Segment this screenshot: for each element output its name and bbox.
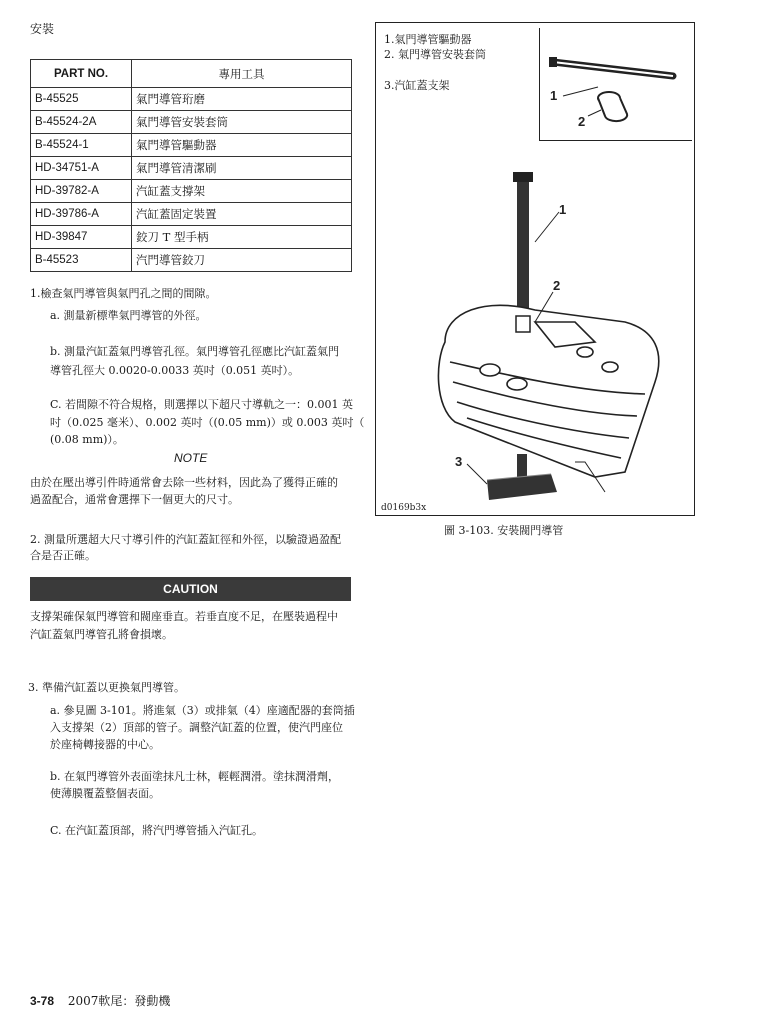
step-3: 3. 準備汽缸蓋以更換氣門導管。 [28,681,185,694]
installer-sleeve-icon [516,316,530,332]
step-3b-line-1: b. 在氣門導管外表面塗抹凡士林，輕輕潤滑。塗抹潤滑劑， [50,770,340,783]
step-1: 1.檢查氣門導管與氣門孔之間的間隙。 [30,287,217,300]
legend-item-2: 2. 氣門導管安裝套筒 [384,48,486,61]
part-number-cell: B-45525 [31,88,132,111]
table-row [31,157,352,180]
tool-name-cell: 氣門導管珩磨 [132,88,352,111]
table-row [31,203,352,226]
part-number-cell: HD-34751-A [31,157,132,180]
step-3c: C. 在汽缸蓋頂部，將汽門導管插入汽缸孔。 [50,824,264,837]
part-number-cell: HD-39847 [31,226,132,249]
table-row [31,249,352,272]
footer-title: 2007軟尾：發動機 [67,994,171,1008]
step-1c-line-1: C. 若間隙不符合規格，則選擇以下超尺寸導軌之一：0.001 英 [50,398,354,411]
special-tools-table [30,59,352,272]
tool-name-cell: 氣門導管安裝套筒 [132,111,352,134]
callout-3: 3 [455,454,463,469]
part-number-cell: B-45524-1 [31,134,132,157]
table-row [31,180,352,203]
figure-caption: 圖 3-103. 安裝閥門導管 [444,524,564,537]
step-1a: a. 測量新標準氣門導管的外徑。 [50,309,207,322]
note-line-1: 由於在壓出導引件時通常會去除一些材料，因此為了獲得正確的 [30,476,338,489]
table-row [31,134,352,157]
step-1b-line-1: b. 測量汽缸蓋氣門導管孔徑。氣門導管孔徑應比汽缸蓋氣門 [50,345,340,358]
caution-line-2: 汽缸蓋氣門導管孔將會損壞。 [30,628,173,641]
table-header-row [31,60,352,88]
caution-line-1: 支撐架確保氣門導管和閥座垂直。若垂直度不足，在壓裝過程中 [30,610,338,623]
page-footer [30,992,170,1009]
part-number-cell: HD-39782-A [31,180,132,203]
inset-sleeve-icon [563,87,627,121]
caution-banner: CAUTION [30,577,351,601]
column-header-part-no: PART NO. [31,60,132,88]
legend-item-3: 3.汽缸蓋支架 [384,79,450,92]
table-row [31,111,352,134]
inset-callout-1: 1 [550,88,558,103]
step-3a-line-2: 入支撐架（2）頂部的管子。調整汽缸蓋的位置，使汽門座位 [50,721,343,734]
figure-id: d0169b3x [381,503,427,513]
note-line-2: 過盈配合，通常會選擇下一個更大的尺寸。 [30,493,239,506]
tool-name-cell: 鉸刀 T 型手柄 [132,226,352,249]
tool-name-cell: 汽門導管鉸刀 [132,249,352,272]
driver-rod-icon [513,172,533,324]
legend-item-1: 1.氣門導管驅動器 [384,33,472,46]
step-3a-line-3: 於座椅轉接器的中心。 [50,738,160,751]
tool-name-cell: 氣門導管清潔刷 [132,157,352,180]
cylinder-head-icon [438,305,658,477]
page-number: 3-78 [30,994,55,1008]
callout-1: 1 [559,202,567,217]
part-number-cell: HD-39786-A [31,203,132,226]
table-row [31,226,352,249]
step-1c-line-3: (0.08 mm)）。 [50,433,124,446]
callout-2: 2 [553,278,561,293]
tool-name-cell: 汽缸蓋固定裝置 [132,203,352,226]
tool-name-cell: 氣門導管驅動器 [132,134,352,157]
step-3b-line-2: 使薄膜覆蓋整個表面。 [50,787,160,800]
inset-callout-2: 2 [578,114,586,129]
tool-name-cell: 汽缸蓋支撐架 [132,180,352,203]
part-number-cell: B-45524-2A [31,111,132,134]
table-row [31,88,352,111]
step-3a-line-1: a. 參見圖 3-101。將進氣（3）或排氣（4）座適配器的套筒插 [50,704,355,717]
step-1b-line-2: 導管孔徑大 0.0020-0.0033 英吋（0.051 英吋）。 [50,364,300,377]
step-1c-line-2: 吋（0.025 毫米）、0.002 英吋（(0.05 mm)）或 0.003 英吋（ [50,416,365,429]
step-2-line-2: 合是否正確。 [30,549,96,562]
column-header-tool: 專用工具 [132,60,352,88]
note-label: NOTE [174,451,208,465]
section-heading: 安裝 [30,22,55,36]
inset-driver-icon [549,57,673,76]
valve-guide-installation-illustration [375,22,695,516]
step-2-line-1: 2. 測量所選超大尺寸導引件的汽缸蓋缸徑和外徑，以驗證過盈配 [30,533,341,546]
part-number-cell: B-45523 [31,249,132,272]
